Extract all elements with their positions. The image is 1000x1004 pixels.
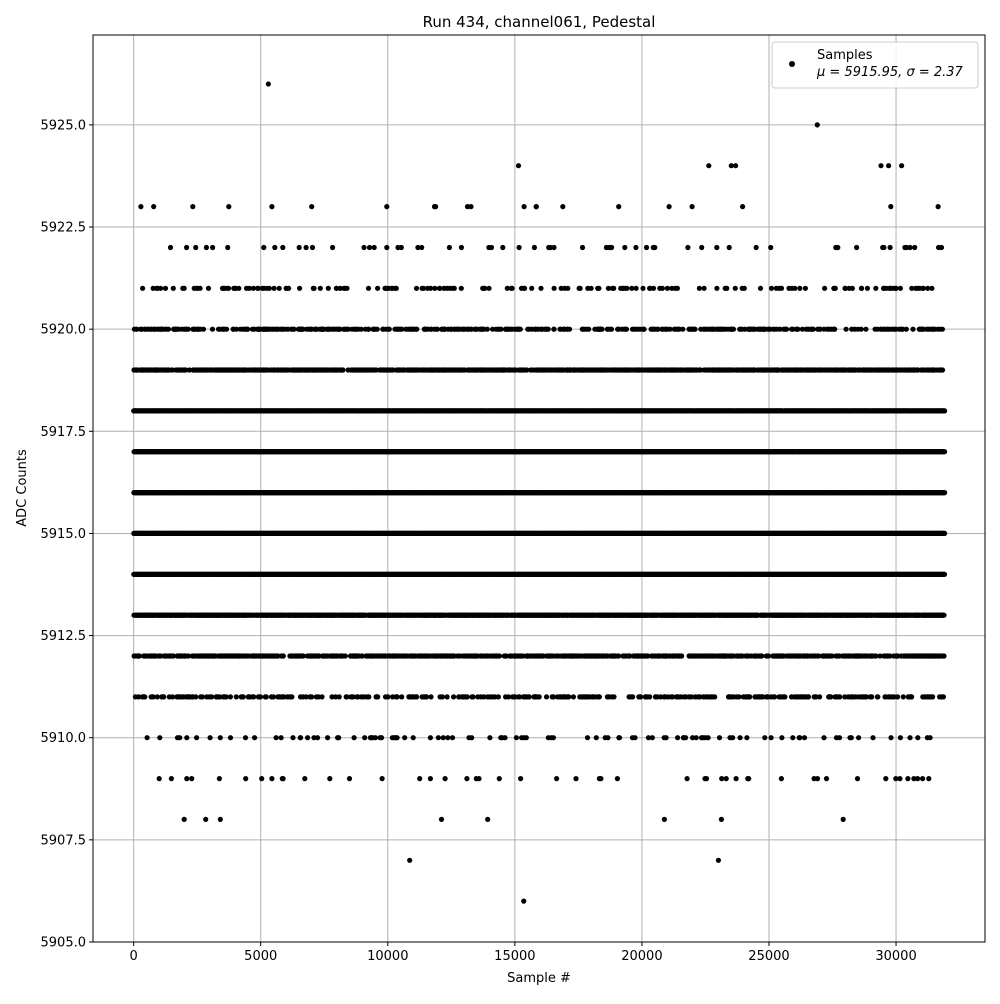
data-point	[428, 776, 433, 781]
data-point	[258, 694, 263, 699]
data-point	[251, 694, 256, 699]
data-point	[182, 817, 187, 822]
data-point	[385, 694, 390, 699]
data-point	[395, 694, 400, 699]
data-point	[445, 694, 450, 699]
data-point	[664, 735, 669, 740]
data-point	[352, 735, 357, 740]
data-point	[289, 694, 294, 699]
data-point	[443, 776, 448, 781]
data-point	[719, 776, 724, 781]
data-point	[683, 735, 688, 740]
data-point	[424, 694, 429, 699]
data-point	[738, 735, 743, 740]
data-point	[485, 817, 490, 822]
data-point	[907, 735, 912, 740]
data-point	[632, 735, 637, 740]
data-point	[243, 735, 248, 740]
data-point	[841, 817, 846, 822]
data-point	[375, 694, 380, 699]
data-point	[399, 694, 404, 699]
data-point	[717, 735, 722, 740]
data-point	[228, 694, 233, 699]
data-point	[184, 776, 189, 781]
data-point	[234, 694, 239, 699]
data-point	[915, 776, 920, 781]
data-point	[518, 776, 523, 781]
data-point	[373, 735, 378, 740]
data-point	[161, 694, 166, 699]
data-point	[259, 776, 264, 781]
data-point	[870, 735, 875, 740]
data-point	[465, 694, 470, 699]
data-point	[428, 694, 433, 699]
data-point	[327, 776, 332, 781]
data-point	[436, 735, 441, 740]
data-point	[169, 776, 174, 781]
data-point	[441, 735, 446, 740]
data-point	[315, 735, 320, 740]
data-point	[496, 694, 501, 699]
data-point	[142, 694, 147, 699]
data-point	[772, 694, 777, 699]
data-point	[471, 694, 476, 699]
data-point	[941, 653, 946, 658]
data-point	[395, 735, 400, 740]
data-point	[941, 613, 946, 618]
data-point	[716, 858, 721, 863]
data-point	[269, 776, 274, 781]
data-point	[145, 735, 150, 740]
data-point	[218, 817, 223, 822]
data-point	[782, 694, 787, 699]
data-point	[837, 735, 842, 740]
data-point	[856, 735, 861, 740]
data-point	[450, 735, 455, 740]
data-point	[414, 694, 419, 699]
data-point	[704, 776, 709, 781]
data-point	[650, 735, 655, 740]
data-point	[336, 735, 341, 740]
data-point	[617, 735, 622, 740]
data-point	[662, 817, 667, 822]
data-point	[897, 776, 902, 781]
data-point	[849, 735, 854, 740]
data-point	[343, 653, 348, 658]
data-point	[605, 735, 610, 740]
data-point	[615, 776, 620, 781]
data-point	[746, 776, 751, 781]
data-point	[598, 776, 603, 781]
data-point	[638, 694, 643, 699]
data-point	[290, 735, 295, 740]
data-point	[817, 694, 822, 699]
data-point	[184, 735, 189, 740]
data-point	[594, 735, 599, 740]
data-point	[685, 776, 690, 781]
data-point	[915, 735, 920, 740]
data-point	[439, 817, 444, 822]
data-point	[451, 694, 456, 699]
data-point	[208, 735, 213, 740]
data-point	[762, 735, 767, 740]
data-point	[869, 694, 874, 699]
data-point	[744, 735, 749, 740]
data-point	[497, 653, 502, 658]
data-point	[155, 694, 160, 699]
data-point	[281, 776, 286, 781]
data-point	[380, 776, 385, 781]
data-point	[309, 694, 314, 699]
data-point	[597, 694, 602, 699]
data-point	[837, 694, 842, 699]
data-point	[469, 735, 474, 740]
data-point	[497, 776, 502, 781]
data-point	[719, 817, 724, 822]
data-point	[157, 776, 162, 781]
data-point	[527, 694, 532, 699]
data-point	[347, 776, 352, 781]
data-point	[790, 735, 795, 740]
data-point	[428, 735, 433, 740]
data-point	[241, 694, 246, 699]
data-point	[274, 735, 279, 740]
data-point	[264, 694, 269, 699]
data-point	[815, 776, 820, 781]
data-point	[675, 735, 680, 740]
data-point	[928, 735, 933, 740]
data-point	[824, 776, 829, 781]
data-point	[712, 694, 717, 699]
data-point	[855, 776, 860, 781]
data-point	[806, 694, 811, 699]
data-point	[537, 694, 542, 699]
data-point	[544, 694, 549, 699]
data-point	[487, 735, 492, 740]
data-point	[734, 776, 739, 781]
data-point	[694, 735, 699, 740]
data-point	[279, 735, 284, 740]
data-point	[440, 694, 445, 699]
data-point	[895, 694, 900, 699]
data-point	[366, 694, 371, 699]
data-point	[797, 735, 802, 740]
data-point	[888, 735, 893, 740]
data-point	[571, 694, 576, 699]
data-point	[941, 694, 946, 699]
data-point	[445, 735, 450, 740]
data-point	[218, 735, 223, 740]
data-point	[647, 694, 652, 699]
data-point	[524, 735, 529, 740]
data-point	[157, 735, 162, 740]
data-point	[883, 776, 888, 781]
data-point	[779, 776, 784, 781]
data-point	[747, 694, 752, 699]
data-point	[379, 735, 384, 740]
data-point	[730, 735, 735, 740]
data-point	[630, 694, 635, 699]
data-point	[402, 735, 407, 740]
data-point	[909, 694, 914, 699]
data-point	[193, 694, 198, 699]
data-point	[930, 694, 935, 699]
data-point	[302, 776, 307, 781]
data-point	[769, 735, 774, 740]
data-point	[926, 776, 931, 781]
data-point	[585, 735, 590, 740]
data-point	[875, 694, 880, 699]
data-point	[194, 735, 199, 740]
data-point	[243, 776, 248, 781]
data-point	[362, 735, 367, 740]
data-point	[417, 776, 422, 781]
data-point	[411, 735, 416, 740]
data-point	[305, 735, 310, 740]
data-point	[802, 735, 807, 740]
data-point	[566, 694, 571, 699]
data-point	[514, 735, 519, 740]
data-point	[407, 858, 412, 863]
data-point	[821, 735, 826, 740]
data-point	[209, 694, 214, 699]
data-point	[464, 776, 469, 781]
data-point	[217, 776, 222, 781]
data-point	[942, 572, 947, 577]
data-point	[337, 694, 342, 699]
data-point	[228, 735, 233, 740]
data-point	[203, 817, 208, 822]
data-point	[177, 735, 182, 740]
data-point	[281, 653, 286, 658]
data-point	[901, 694, 906, 699]
data-point	[706, 735, 711, 740]
data-point	[679, 653, 684, 658]
data-point	[554, 776, 559, 781]
data-point	[319, 694, 324, 699]
data-point	[325, 735, 330, 740]
data-point	[779, 735, 784, 740]
data-point	[252, 735, 257, 740]
data-point	[905, 776, 910, 781]
data-point	[573, 776, 578, 781]
data-point	[551, 735, 556, 740]
data-point	[189, 776, 194, 781]
data-point	[724, 776, 729, 781]
data-point	[611, 694, 616, 699]
data-point	[898, 735, 903, 740]
data-point	[476, 776, 481, 781]
data-point	[920, 776, 925, 781]
data-point	[502, 735, 507, 740]
data-point	[759, 653, 764, 658]
data-point	[298, 735, 303, 740]
